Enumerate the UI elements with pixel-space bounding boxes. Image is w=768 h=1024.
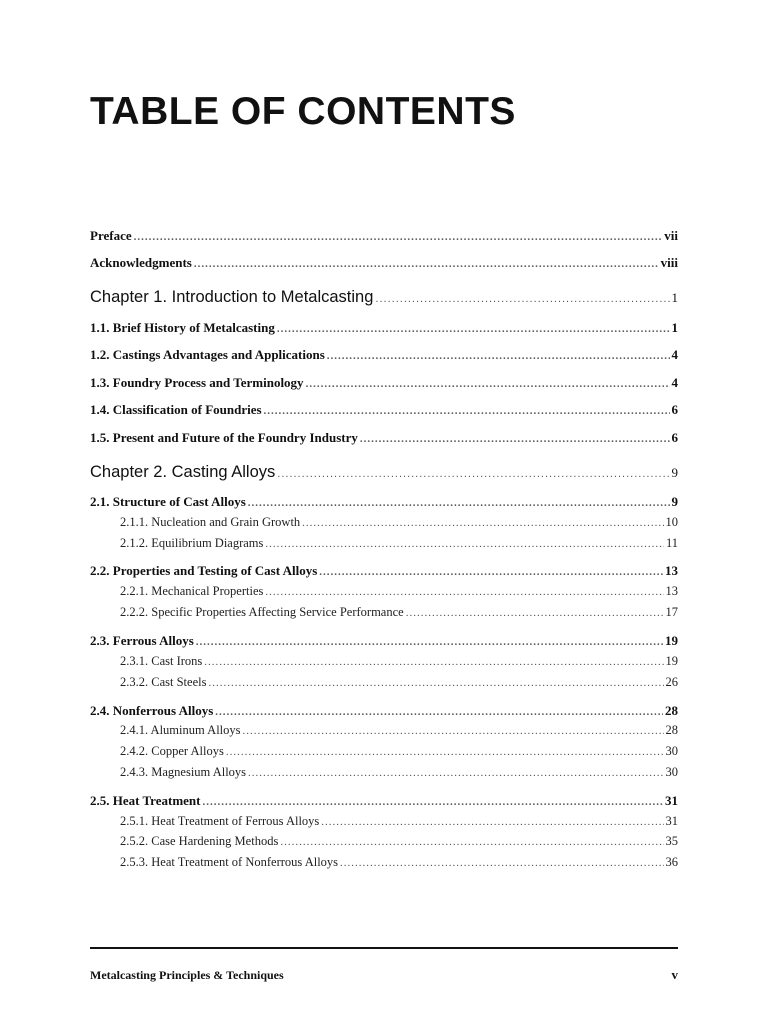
toc-section-2-4[interactable]	[90, 703, 678, 719]
toc-entry-label: 1.2. Castings Advantages and Applications	[90, 347, 325, 362]
dot-leader	[215, 706, 663, 718]
toc-subsection-2-5-2[interactable]	[120, 834, 678, 849]
toc-entry-label: 2.3.2. Cast Steels	[120, 675, 207, 689]
dot-leader	[319, 566, 663, 578]
toc-section-1-5[interactable]	[90, 430, 678, 446]
dot-leader	[194, 258, 659, 270]
toc-entry-label: 2.1.1. Nucleation and Grain Growth	[120, 515, 301, 529]
toc-page-number: 13	[665, 584, 678, 598]
dot-leader	[134, 231, 663, 243]
dot-leader	[306, 378, 670, 390]
toc-page-number: 19	[665, 654, 678, 668]
dot-leader	[202, 796, 663, 808]
toc-subsection-2-2-2[interactable]	[120, 605, 678, 620]
toc-entry-label: Chapter 2. Casting Alloys	[90, 463, 276, 481]
toc-entry-label: 2.1.2. Equilibrium Diagrams	[120, 536, 264, 550]
footer-page-number: v	[671, 967, 678, 982]
toc-section-2-2[interactable]	[90, 563, 678, 579]
toc-page-number: 35	[665, 834, 678, 848]
toc-entry-preface[interactable]	[90, 228, 678, 244]
toc-entry-label: 2.4.1. Aluminum Alloys	[120, 723, 241, 737]
toc-entry-label: Preface	[90, 228, 132, 243]
dot-leader	[196, 636, 663, 648]
dot-leader	[265, 538, 664, 550]
toc-page-number: 1	[671, 320, 678, 335]
toc-subsection-2-5-1[interactable]	[120, 814, 678, 829]
toc-subsection-2-3-1[interactable]	[120, 654, 678, 669]
toc-page-number: 13	[665, 563, 678, 578]
toc-section-2-5[interactable]	[90, 793, 678, 809]
dot-leader	[248, 497, 670, 509]
dot-leader	[340, 857, 663, 869]
toc-subsection-2-4-3[interactable]	[120, 765, 678, 780]
toc-entry-label: Acknowledgments	[90, 255, 192, 270]
toc-section-1-3[interactable]	[90, 375, 678, 391]
toc-entry-label: 2.1. Structure of Cast Alloys	[90, 494, 246, 509]
toc-chapter-1[interactable]	[90, 288, 678, 307]
toc-section-1-1[interactable]	[90, 320, 678, 336]
toc-entry-label: 2.5. Heat Treatment	[90, 793, 201, 808]
toc-page-number: 10	[665, 515, 678, 529]
toc-subsection-2-4-2[interactable]	[120, 744, 678, 759]
toc-page-number: 26	[665, 675, 678, 689]
dot-leader	[327, 350, 670, 362]
toc-entry-label: 2.5.2. Case Hardening Methods	[120, 834, 279, 848]
toc-subsection-2-4-1[interactable]	[120, 723, 678, 738]
toc-page-number: 4	[671, 347, 678, 362]
dot-leader	[243, 725, 664, 737]
toc-page-number: 4	[671, 375, 678, 390]
toc-entry-label: Chapter 1. Introduction to Metalcasting	[90, 288, 374, 306]
toc-subsection-2-2-1[interactable]	[120, 584, 678, 599]
toc-page-number: 30	[665, 744, 678, 758]
toc-page-number: viii	[660, 255, 678, 270]
toc-entry-label: 2.4.3. Magnesium Alloys	[120, 765, 247, 779]
toc-page-number: 6	[671, 430, 678, 445]
toc-entry-label: 2.2.2. Specific Properties Affecting Service Performance	[120, 605, 404, 619]
toc-subsection-2-3-2[interactable]	[120, 675, 678, 690]
toc-subsection-2-5-3[interactable]	[120, 855, 678, 870]
toc-entry-label: 2.4.2. Copper Alloys	[120, 744, 224, 758]
toc-page-number: 9	[671, 494, 678, 509]
toc-entry-label: 2.3. Ferrous Alloys	[90, 633, 194, 648]
toc-chapter-2[interactable]	[90, 463, 678, 482]
toc-entry-label: 2.2.1. Mechanical Properties	[120, 584, 264, 598]
dot-leader	[280, 836, 663, 848]
dot-leader	[264, 405, 670, 417]
toc-section-2-3[interactable]	[90, 633, 678, 649]
toc-page-number: 30	[665, 765, 678, 779]
toc-section-1-4[interactable]	[90, 402, 678, 418]
toc-entry-label: 2.2. Properties and Testing of Cast Alloys	[90, 563, 318, 578]
dot-leader	[248, 767, 663, 779]
toc-page-number: 31	[665, 814, 678, 828]
toc-page-number: 28	[665, 723, 678, 737]
page-title: TABLE OF CONTENTS	[90, 90, 516, 133]
toc-entry-label: 1.4. Classification of Foundries	[90, 402, 262, 417]
toc-page-number: 9	[671, 465, 678, 480]
toc-entry-label: 2.4. Nonferrous Alloys	[90, 703, 214, 718]
toc-entry-acknowledgments[interactable]	[90, 255, 678, 271]
toc-page-number: 6	[671, 402, 678, 417]
dot-leader	[277, 468, 669, 480]
toc-entry-label: 1.3. Foundry Process and Terminology	[90, 375, 304, 390]
dot-leader	[360, 433, 670, 445]
toc-page-number: vii	[664, 228, 678, 243]
toc-page-number: 1	[671, 290, 678, 305]
dot-leader	[406, 607, 664, 619]
dot-leader	[204, 656, 663, 668]
toc-subsection-2-1-1[interactable]	[120, 515, 678, 530]
toc-page-number: 17	[665, 605, 678, 619]
toc-subsection-2-1-2[interactable]	[120, 536, 678, 551]
dot-leader	[277, 323, 670, 335]
toc-page-number: 31	[665, 793, 678, 808]
toc-page-number: 11	[665, 536, 678, 550]
dot-leader	[321, 816, 663, 828]
dot-leader	[375, 293, 669, 305]
toc-entry-label: 2.3.1. Cast Irons	[120, 654, 203, 668]
dot-leader	[265, 586, 663, 598]
footer-divider	[90, 947, 678, 949]
toc-page-number: 19	[665, 633, 678, 648]
footer-book-title: Metalcasting Principles & Techniques	[90, 968, 284, 982]
toc-page-number: 36	[665, 855, 678, 869]
toc-section-2-1[interactable]	[90, 494, 678, 510]
toc-section-1-2[interactable]	[90, 347, 678, 363]
toc-entry-label: 2.5.1. Heat Treatment of Ferrous Alloys	[120, 814, 320, 828]
dot-leader	[226, 746, 664, 758]
toc-entry-label: 1.5. Present and Future of the Foundry Industry	[90, 430, 358, 445]
dot-leader	[208, 677, 663, 689]
toc-entry-label: 2.5.3. Heat Treatment of Nonferrous Alloys	[120, 855, 339, 869]
toc-entry-label: 1.1. Brief History of Metalcasting	[90, 320, 275, 335]
dot-leader	[302, 517, 663, 529]
toc-page-number: 28	[665, 703, 678, 718]
